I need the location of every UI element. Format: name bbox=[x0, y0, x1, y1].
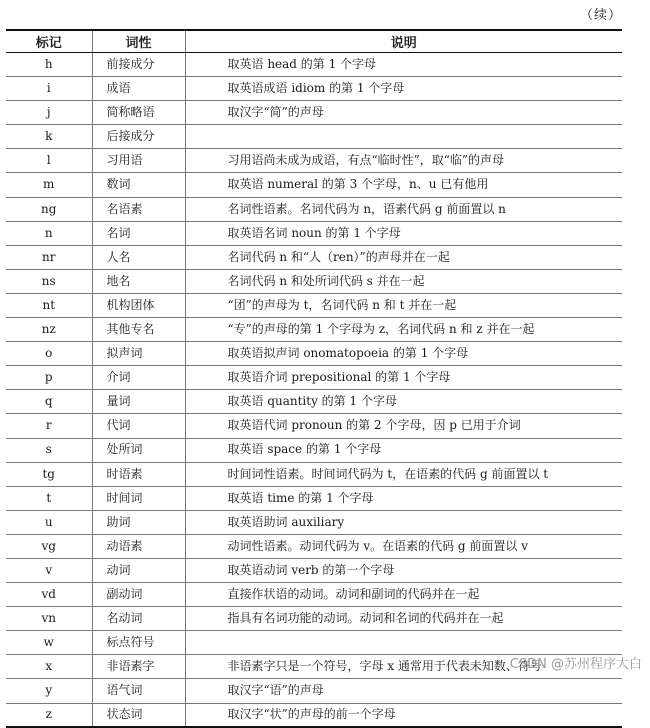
table-row bbox=[6, 149, 622, 173]
cell-tag: nt bbox=[6, 293, 92, 317]
cell-pos: 处所词 bbox=[92, 438, 185, 462]
cell-description: 取英语成语 idiom 的第 1 个字母 bbox=[185, 77, 622, 101]
table-row bbox=[6, 631, 622, 655]
cell-pos: 习用语 bbox=[92, 149, 185, 173]
cell-description: 取英语 time 的第 1 个字母 bbox=[185, 486, 622, 510]
cell-description: 取英语代词 pronoun 的第 2 个字母，因 p 已用于介词 bbox=[185, 414, 622, 438]
cell-pos: 前接成分 bbox=[92, 53, 185, 77]
cell-tag: ng bbox=[6, 197, 92, 221]
cell-description: 取英语拟声词 onomatopoeia 的第 1 个字母 bbox=[185, 342, 622, 366]
cell-pos: 名动词 bbox=[92, 607, 185, 631]
cell-pos: 副动词 bbox=[92, 583, 185, 607]
table-row bbox=[6, 462, 622, 486]
cell-pos: 数词 bbox=[92, 173, 185, 197]
table-row bbox=[6, 583, 622, 607]
cell-pos: 介词 bbox=[92, 366, 185, 390]
table-row bbox=[6, 318, 622, 342]
cell-pos: 动词 bbox=[92, 558, 185, 582]
cell-pos: 助词 bbox=[92, 510, 185, 534]
cell-tag: vg bbox=[6, 534, 92, 558]
cell-tag: r bbox=[6, 414, 92, 438]
cell-pos: 代词 bbox=[92, 414, 185, 438]
cell-description: 指具有名词功能的动词。动词和名词的代码并在一起 bbox=[185, 607, 622, 631]
cell-pos: 拟声词 bbox=[92, 342, 185, 366]
cell-tag: v bbox=[6, 558, 92, 582]
cell-pos: 简称略语 bbox=[92, 101, 185, 125]
cell-description: 习用语尚未成为成语，有点“临时性”，取“临”的声母 bbox=[185, 149, 622, 173]
cell-tag: ns bbox=[6, 269, 92, 293]
table-row bbox=[6, 703, 622, 727]
cell-description: 直接作状语的动词。动词和副词的代码并在一起 bbox=[185, 583, 622, 607]
table-header-row bbox=[6, 30, 622, 53]
watermark: CSDN @苏州程序大白 bbox=[509, 657, 642, 672]
cell-tag: l bbox=[6, 149, 92, 173]
table-row bbox=[6, 390, 622, 414]
table-row bbox=[6, 558, 622, 582]
cell-tag: q bbox=[6, 390, 92, 414]
table-row bbox=[6, 534, 622, 558]
cell-pos: 语气词 bbox=[92, 679, 185, 703]
cell-description: 取英语动词 verb 的第一个字母 bbox=[185, 558, 622, 582]
table-row bbox=[6, 125, 622, 149]
cell-description: 名词代码 n 和“人（ren）”的声母并在一起 bbox=[185, 245, 622, 269]
table-row bbox=[6, 607, 622, 631]
cell-pos: 其他专名 bbox=[92, 318, 185, 342]
cell-pos: 机构团体 bbox=[92, 293, 185, 317]
cell-tag: k bbox=[6, 125, 92, 149]
cell-tag: o bbox=[6, 342, 92, 366]
cell-pos: 标点符号 bbox=[92, 631, 185, 655]
cell-pos: 名语素 bbox=[92, 197, 185, 221]
cell-tag: n bbox=[6, 221, 92, 245]
cell-description: 非语素字只是一个符号，字母 x 通常用于代表未知数、符号 bbox=[185, 655, 622, 679]
cell-description: 取汉字“简”的声母 bbox=[185, 101, 622, 125]
cell-pos: 状态词 bbox=[92, 703, 185, 727]
cell-description: 取英语名词 noun 的第 1 个字母 bbox=[185, 221, 622, 245]
cell-pos: 地名 bbox=[92, 269, 185, 293]
cell-description: 取英语 head 的第 1 个字母 bbox=[185, 53, 622, 77]
table-row bbox=[6, 77, 622, 101]
cell-description bbox=[185, 125, 622, 149]
cell-pos: 后接成分 bbox=[92, 125, 185, 149]
cell-description: “专”的声母的第 1 个字母为 z，名词代码 n 和 z 并在一起 bbox=[185, 318, 622, 342]
cell-pos: 人名 bbox=[92, 245, 185, 269]
table-row bbox=[6, 269, 622, 293]
cell-tag: u bbox=[6, 510, 92, 534]
cell-tag: y bbox=[6, 679, 92, 703]
cell-description: 取英语助词 auxiliary bbox=[185, 510, 622, 534]
cell-description bbox=[185, 631, 622, 655]
cell-tag: h bbox=[6, 53, 92, 77]
cell-pos: 名词 bbox=[92, 221, 185, 245]
cell-tag: p bbox=[6, 366, 92, 390]
table-row bbox=[6, 679, 622, 703]
pos-tag-table bbox=[6, 29, 622, 728]
cell-pos: 时语素 bbox=[92, 462, 185, 486]
cell-tag: vn bbox=[6, 607, 92, 631]
cell-tag: nr bbox=[6, 245, 92, 269]
cell-tag: z bbox=[6, 703, 92, 727]
cell-pos: 时间词 bbox=[92, 486, 185, 510]
cell-pos: 成语 bbox=[92, 77, 185, 101]
table-row bbox=[6, 366, 622, 390]
cell-tag: j bbox=[6, 101, 92, 125]
cell-tag: i bbox=[6, 77, 92, 101]
table-row bbox=[6, 245, 622, 269]
table-row bbox=[6, 293, 622, 317]
table-row bbox=[6, 173, 622, 197]
cell-description: 名词性语素。名词代码为 n，语素代码 g 前面置以 n bbox=[185, 197, 622, 221]
header-tag: 标记 bbox=[6, 30, 92, 53]
cell-description: 取汉字“语”的声母 bbox=[185, 679, 622, 703]
cell-description: 取英语 numeral 的第 3 个字母，n、u 已有他用 bbox=[185, 173, 622, 197]
table-row bbox=[6, 197, 622, 221]
table-row bbox=[6, 414, 622, 438]
table-row bbox=[6, 342, 622, 366]
cell-tag: nz bbox=[6, 318, 92, 342]
header-pos: 词性 bbox=[92, 30, 185, 53]
table-row bbox=[6, 486, 622, 510]
cell-description: 取英语 space 的第 1 个字母 bbox=[185, 438, 622, 462]
cell-tag: w bbox=[6, 631, 92, 655]
cell-tag: m bbox=[6, 173, 92, 197]
cell-description: 取英语 quantity 的第 1 个字母 bbox=[185, 390, 622, 414]
cell-tag: vd bbox=[6, 583, 92, 607]
table-row bbox=[6, 510, 622, 534]
table-row bbox=[6, 438, 622, 462]
cell-tag: x bbox=[6, 655, 92, 679]
table-row bbox=[6, 101, 622, 125]
cell-description: 取英语介词 prepositional 的第 1 个字母 bbox=[185, 366, 622, 390]
header-description: 说明 bbox=[185, 30, 622, 53]
cell-tag: tg bbox=[6, 462, 92, 486]
table-body bbox=[6, 53, 622, 728]
cell-pos: 量词 bbox=[92, 390, 185, 414]
cell-tag: t bbox=[6, 486, 92, 510]
cell-description: 名词代码 n 和处所词代码 s 并在一起 bbox=[185, 269, 622, 293]
cell-description: “团”的声母为 t，名词代码 n 和 t 并在一起 bbox=[185, 293, 622, 317]
continued-label: （续） bbox=[579, 8, 622, 23]
cell-description: 取汉字“状”的声母的前一个字母 bbox=[185, 703, 622, 727]
cell-pos: 非语素字 bbox=[92, 655, 185, 679]
cell-description: 时间词性语素。时间词代码为 t，在语素的代码 g 前面置以 t bbox=[185, 462, 622, 486]
cell-description: 动词性语素。动词代码为 v。在语素的代码 g 前面置以 v bbox=[185, 534, 622, 558]
table-row bbox=[6, 53, 622, 77]
table-row bbox=[6, 221, 622, 245]
cell-tag: s bbox=[6, 438, 92, 462]
cell-pos: 动语素 bbox=[92, 534, 185, 558]
